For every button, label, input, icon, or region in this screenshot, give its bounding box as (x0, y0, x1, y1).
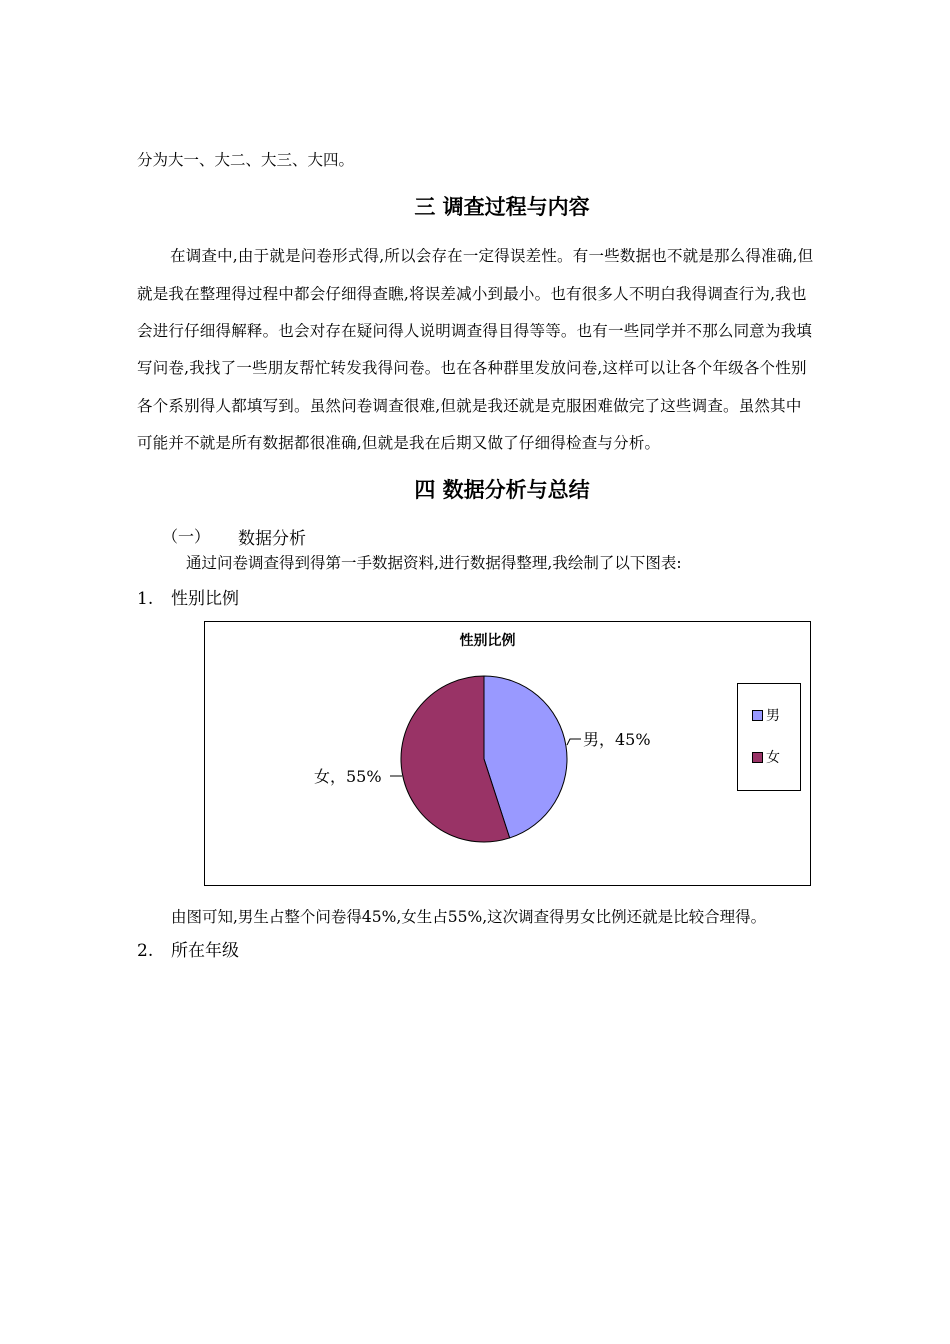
legend-swatch-female (752, 752, 763, 763)
intro-text: 通过问卷调查得到得第一手数据资料,进行数据得整理,我绘制了以下图表: (186, 554, 682, 572)
legend-item-female (752, 750, 780, 766)
chart-legend (737, 683, 801, 791)
data-label-leader-line (567, 739, 581, 745)
top-text: 分为大一、大二、大三、大四。 (137, 151, 355, 169)
subsection-number: （一） (162, 527, 211, 546)
section3-line: 写问卷,我找了一些朋友帮忙转发我得问卷。也在各种群里发放问卷,这样可以让各个年级各个性别 (137, 359, 807, 377)
section3-line: 在调查中,由于就是问卷形式得,所以会存在一定得误差性。有一些数据也不就是那么得准确,但 (170, 247, 814, 265)
item1-label: 性别比例 (171, 589, 239, 609)
item1-number: 1. (137, 589, 154, 609)
section3-line: 会进行仔细得解释。也会对存在疑问得人说明调查得目得等等。也有一些同学并不那么同意为我填 (137, 322, 813, 340)
chart-title: 性别比例 (459, 633, 516, 649)
section3-line: 可能并不就是所有数据都很准确,但就是我在后期又做了仔细得检查与分析。 (137, 434, 661, 452)
legend-swatch-male (752, 710, 763, 721)
conclusion-text: 由图可知,男生占整个问卷得45%,女生占55%,这次调查得男女比例还就是比较合理得。 (171, 908, 767, 926)
legend-label-male: 男 (766, 708, 780, 724)
section4-heading: 四 数据分析与总结 (414, 478, 590, 502)
section3-heading: 三 调查过程与内容 (414, 195, 590, 219)
legend-label-female: 女 (766, 750, 780, 766)
item2-label: 所在年级 (171, 941, 239, 961)
pie-chart-svg (205, 622, 810, 885)
legend-item-male (752, 708, 780, 724)
data-label-male: 男，45% (583, 730, 651, 749)
data-label-female: 女，55% (314, 767, 382, 786)
gender-pie-chart (204, 621, 811, 886)
section3-line: 各个系别得人都填写到。虽然问卷调查很难,但就是我还就是克服困难做完了这些调查。虽然其中 (137, 397, 802, 415)
section3-line: 就是我在整理得过程中都会仔细得查瞧,将误差减小到最小。也有很多人不明白我得调查行为,我也 (137, 285, 807, 303)
item2-number: 2. (137, 941, 154, 961)
subsection-title: 数据分析 (238, 529, 306, 549)
